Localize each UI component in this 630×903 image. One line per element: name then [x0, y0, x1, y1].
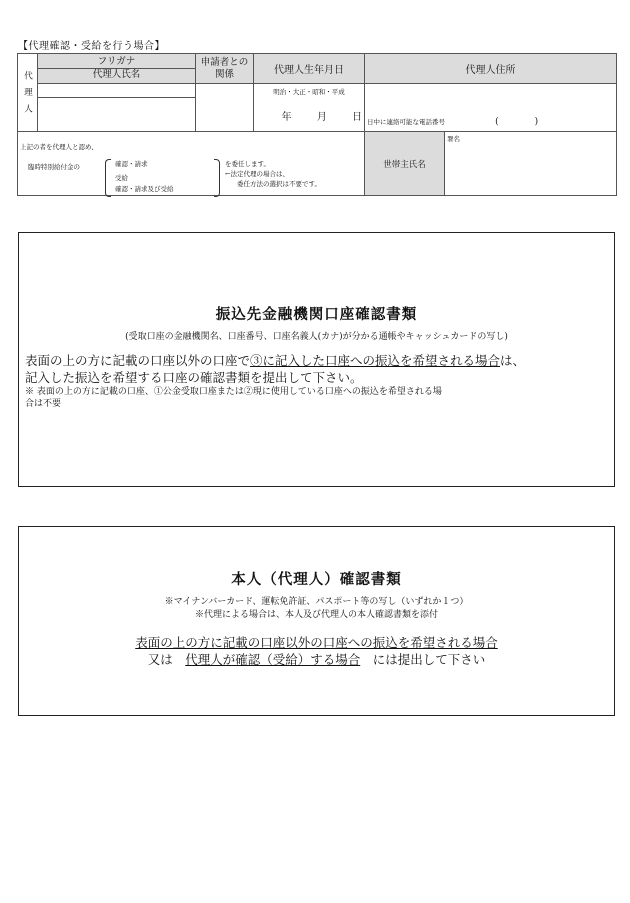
- account-note-2: 合は不要: [25, 399, 62, 409]
- identity-line-2: [19, 651, 614, 668]
- option-confirm-claim-receive[interactable]: 確認・請求及び受給: [115, 185, 174, 193]
- account-document-body: [19, 352, 614, 410]
- identity-note-2: ※代理による場合は、本人及び代理人の本人確認書類を添付: [194, 610, 438, 620]
- month-label: 月: [316, 112, 327, 123]
- legal-note-2: 委任方法の選択は不要です。: [237, 180, 321, 188]
- birthdate-field[interactable]: [254, 84, 365, 132]
- options-bracket-left: [105, 159, 111, 197]
- furigana-label: フリガナ: [38, 56, 195, 69]
- proxy-side-label-cell: [18, 54, 38, 132]
- signature-label: 署名: [447, 135, 460, 143]
- identity-line-1-underlined: 表面の上の方に記載の口座以外の口座への振込を希望される場合: [135, 635, 498, 650]
- account-document-title: 振込先金融機関口座確認書類: [215, 306, 418, 323]
- identity-line-1: [19, 634, 614, 651]
- address-field[interactable]: [365, 84, 617, 132]
- identity-document-box: [18, 526, 615, 716]
- account-document-box: [18, 232, 615, 487]
- account-line-1-underlined: ③に記入した口座への振込を希望される場合: [250, 353, 501, 368]
- day-label: 日: [352, 112, 362, 123]
- phone-label: 日中に連絡可能な電話番号: [367, 118, 445, 126]
- delegate-text: を委任します。: [225, 160, 270, 168]
- phone-row: [367, 114, 538, 127]
- signature-field[interactable]: [445, 132, 617, 196]
- relation-field[interactable]: [196, 84, 254, 132]
- delegation-cell: [18, 132, 365, 196]
- benefit-label: 臨時特別給付金の: [28, 163, 80, 171]
- identity-document-title: 本人（代理人）確認書類: [231, 571, 402, 588]
- account-document-subtitle: (受取口座の金融機関名、口座番号、口座名義人(カナ)が分かる通帳やキャッシュカードの写し): [125, 332, 508, 342]
- legal-note-1: ←法定代理の場合は、: [225, 170, 289, 178]
- ymd-row: [254, 108, 364, 123]
- account-line-1-pre: 表面の上の方に記載の口座以外の口座で: [25, 353, 251, 368]
- furigana-field[interactable]: [38, 84, 196, 98]
- proxy-side-label: 代理人: [22, 70, 33, 121]
- relation-label-2: 関係: [214, 68, 234, 80]
- account-line-1: [25, 352, 608, 369]
- address-header: 代理人住所: [365, 54, 617, 84]
- option-confirm-claim[interactable]: 確認・請求: [115, 160, 148, 168]
- phone-field[interactable]: ( ): [495, 117, 539, 127]
- relation-header-cell: [196, 54, 254, 84]
- era-options[interactable]: 明治・大正・昭和・平成: [273, 88, 345, 96]
- account-line-2: 記入した振込を希望する口座の確認書類を提出して下さい。: [25, 370, 363, 385]
- account-line-1-post: は、: [500, 353, 526, 368]
- year-label: 年: [281, 112, 292, 123]
- birthdate-header: 代理人生年月日: [254, 54, 365, 84]
- identity-line-2-underlined: 代理人が確認（受給）する場合: [185, 652, 361, 667]
- householder-label: 世帯主氏名: [365, 132, 445, 196]
- identity-note-1: ※マイナンバーカード、運転免許証、パスポート等の写し（いずれか１つ）: [164, 597, 469, 607]
- identity-line-2-pre: 又は: [147, 652, 186, 667]
- name-label: 代理人氏名: [92, 69, 141, 80]
- delegation-intro: 上記の者を代理人と認め、: [20, 143, 98, 151]
- identity-line-2-post: には提出して下さい: [360, 652, 486, 667]
- account-note-1: ※ 表面の上の方に記載の口座、①公金受取口座または②現に使用している口座への振込を希望される場: [25, 387, 442, 397]
- name-header-cell: [38, 54, 196, 84]
- options-bracket-right: [214, 159, 220, 197]
- proxy-name-field[interactable]: [38, 98, 196, 132]
- relation-label-1: 申請者との: [200, 56, 249, 68]
- section-title: 【代理確認・受給を行う場合】: [18, 41, 165, 52]
- option-receive[interactable]: 受給: [115, 174, 128, 182]
- proxy-form-table: [17, 53, 617, 196]
